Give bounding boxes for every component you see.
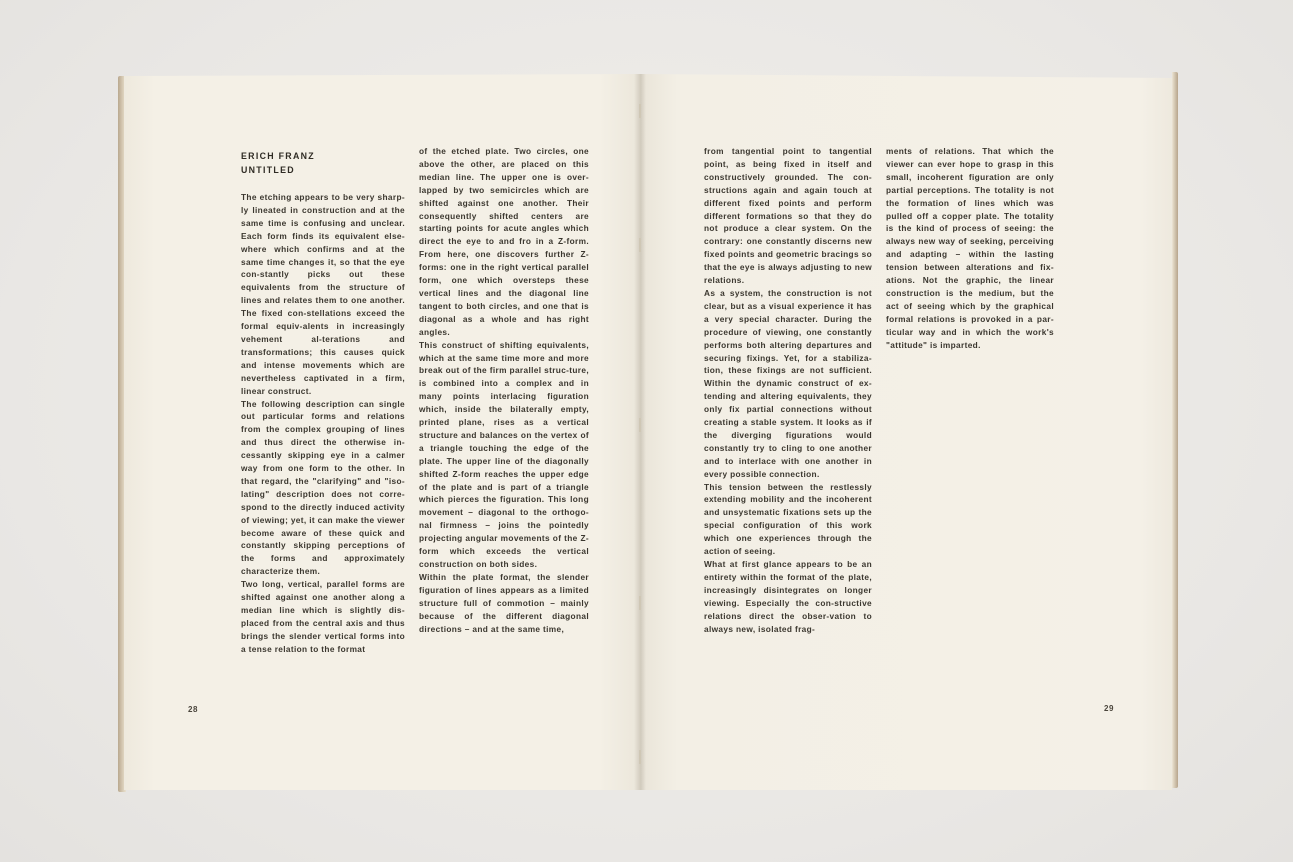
binding-stitch xyxy=(639,104,641,118)
paragraph: Within the plate format, the slender figuration of lines appears as a limited structure full of commotion – mainly because of the different diagonal directions – and at the same time, xyxy=(419,571,589,634)
left-page-column-1 xyxy=(241,149,405,656)
paragraph: of the etched plate. Two circles, one above the other, are placed on this median line. The upper one is over-lapped by two semicircles which are shifted against one another. Their consequently shifted centers are starting points for acute angles which direct the eye to and fro in a Z-form. From here, one discovers further Z-forms: one in the right vertical parallel form, one which oversteps these vertical lines and the diagonal line tangent to both circles, and one that is diagonal as a whole and has right angles. xyxy=(419,146,589,337)
binding-stitch xyxy=(639,596,641,610)
page-number-right: 29 xyxy=(1104,704,1114,713)
paragraph: ments of relations. That which the viewer can ever hope to grasp in this small, incoherent figuration are only partial perceptions. The totality is not the formation of lines which was pulled off a copper plate. The totality is the kind of process of seeing: the always new way of seeking, perceiving and adapting – within the lasting tension between alterations and fix-ations. Not the graphic, the linear construction is the medium, but the act of seeing which by the graphical formal relations is provoked in a par-ticular way and in which the work's "attitude" is imparted. xyxy=(886,146,1054,350)
paragraph: This tension between the restlessly extending mobility and the incoherent and unsystematic fixations sets up the special configuration of this work which one experiences through the action of seeing. xyxy=(704,481,872,557)
paragraph: The etching appears to be very sharp-ly lineated in construction and at the same time is confusing and unclear. Each form finds its equivalent else-where which confirms and at the same time changes it, so that the eye con-stantly picks out these equivalents from the structure of lines and relates them to one another. The fixed con-stellations exceed the formal equiv-alents in increasingly vehement al-terations and transformations; this causes quick and intense movements which are nevertheless captivated in a firm, linear construct. xyxy=(241,192,405,396)
author-name: ERICH FRANZ xyxy=(241,151,315,161)
binding-stitch xyxy=(639,750,641,764)
paragraph: This construct of shifting equivalents, which at the same time more and more break out of the firm parallel struc-ture, is combined into a complex and in many points interlacing figuration which, inside the bilaterally empty, printed plane, rises as a vertical structure and balances on the vertex of a triangle touching the edge of the plate. The upper line of the diagonally shifted Z-form reaches the upper edge of the plate and is part of a triangle which pierces the figuration. This long movement – diagonal to the orthogo-nal firmness – joins the pointedly projecting angular movements of the Z-form which exceeds the vertical construction on both sides. xyxy=(419,339,589,569)
cover-edge-right xyxy=(1172,72,1178,788)
right-page-column-1 xyxy=(704,145,872,635)
binding-stitch xyxy=(639,238,641,252)
paragraph: As a system, the construction is not clear, but as a visual experience it has a very special character. During the procedure of viewing, one constantly performs both altering departures and securing fixings. Yet, for a stabiliza-tion, these fixings are not sufficient. Within the dynamic construct of ex-tending and altering equivalents, they only fix partial connections without creating a stable system. It looks as if the diverging figurations would constantly try to cling to one another and to interlace with one another in every possible connection. xyxy=(704,287,872,479)
paragraph: from tangential point to tangential point, as being fixed in itself and constructively grounded. The con-structions again and again touch at different fixed points and perform different formations so that they do not produce a clear system. On the contrary: one constantly discerns new fixed points and geometric bracings so that the eye is always adjusting to new relations. xyxy=(704,146,872,286)
left-page-column-2 xyxy=(419,145,589,635)
artwork-title: UNTITLED xyxy=(241,165,295,175)
paragraph: Two long, vertical, parallel forms are shifted against one another along a median line which is slightly dis-placed from the central axis and thus brings the slender vertical forms into a tense relation to the format xyxy=(241,579,405,654)
right-page-column-2 xyxy=(886,145,1054,352)
binding-stitch xyxy=(639,418,641,432)
paragraph: The following description can single out particular forms and relations from the complex grouping of lines and thus direct the otherwise in-cessantly skipping eye in a calmer way from one form to the other. In that regard, the "clarifying" and "iso-lating" description does not corre-spond to the directly induced activity of viewing; yet, it can make the viewer become aware of these quick and constantly skipping perceptions of the forms and approximately characterize them. xyxy=(241,398,405,577)
open-book xyxy=(118,66,1178,794)
page-number-left: 28 xyxy=(188,705,198,714)
paragraph: What at first glance appears to be an entirety within the format of the plate, increasingly disintegrates on longer viewing. Especially the con-structive relations direct the obser-vation to always new, isolated frag- xyxy=(704,559,872,634)
book-gutter xyxy=(634,74,646,790)
article-heading xyxy=(241,149,405,177)
